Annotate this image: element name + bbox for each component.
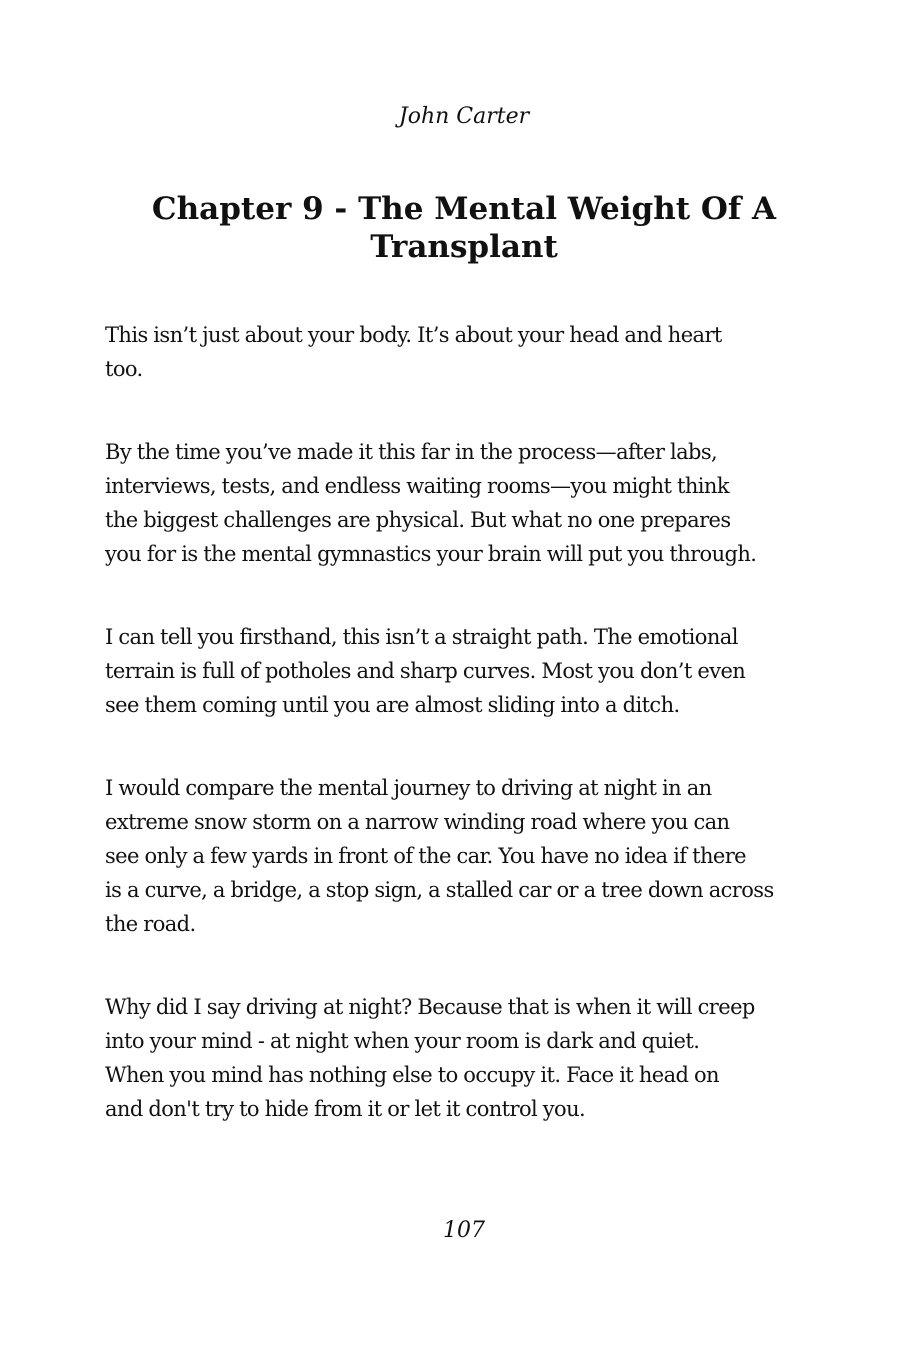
- chapter-title: Chapter 9 - The Mental Weight Of A Transplant: [151, 191, 777, 265]
- paragraph: I would compare the mental journey to driving at night in an extreme snow storm on a narrow winding road where you can see only a few yards in front of the car. You have no idea if there is a curve, a bridge, a stop sign, a stalled car or a tree down across the road.: [105, 776, 774, 936]
- paragraph: By the time you’ve made it this far in the process—after labs, interviews, tests, and endless waiting rooms—you might think the biggest challenges are physical. But what no one prepares you for is the mental gymnastics your brain will put you through.: [105, 440, 757, 566]
- chapter-body: [105, 318, 845, 1175]
- paragraph: I can tell you firsthand, this isn’t a straight path. The emotional terrain is full of potholes and sharp curves. Most you don’t even see them coming until you are almost sliding into a ditch.: [105, 625, 746, 717]
- paragraph: This isn’t just about your body. It’s about your head and heart too.: [105, 323, 722, 381]
- paragraph: Why did I say driving at night? Because that is when it will creep into your mind - at night when your room is dark and quiet. When you mind has nothing else to occupy it. Face it head on and don't try to hide from it or let it control you.: [105, 995, 755, 1121]
- running-header-author: John Carter: [398, 104, 530, 129]
- page-number: 107: [443, 1218, 485, 1243]
